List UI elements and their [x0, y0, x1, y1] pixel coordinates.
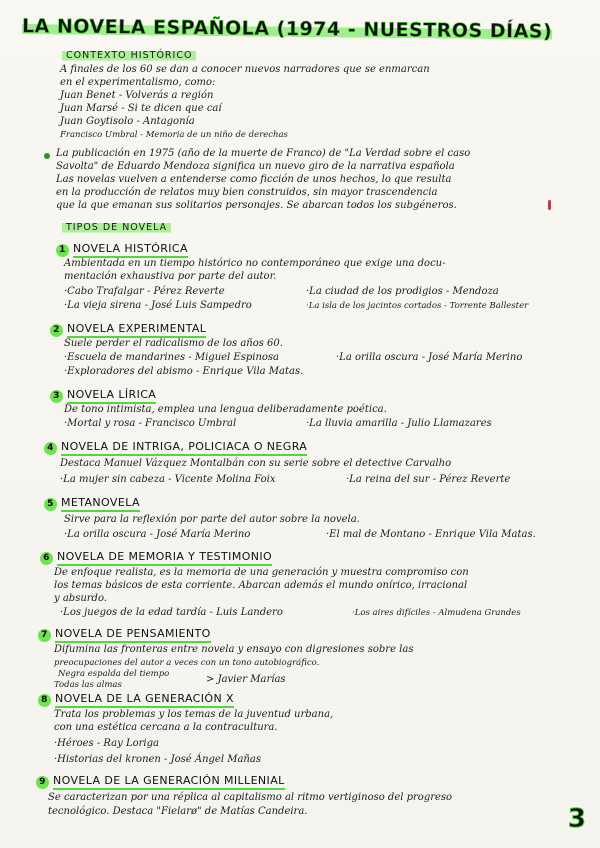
example-item: ·La vieja sirena - José Luis Sampedro	[64, 300, 252, 311]
example-item: ·Cabo Trafalgar - Pérez Reverte	[64, 286, 225, 297]
section-line: Destaca Manuel Vázquez Montalbán con su serie sobre el detective Carvalho	[60, 458, 452, 469]
section-line: Suele perder el radicalismo de los años 60.	[64, 338, 283, 349]
section-line: Difumina las fronteras entre novela y ensayo con digresiones sobre las	[54, 644, 414, 655]
section-line: con una estética cercana a la contracultura.	[54, 722, 278, 733]
example-item: ·La isla de los jacintos cortados - Torrente Ballester	[306, 301, 529, 311]
example-item: ·La orilla oscura - José María Merino	[64, 529, 251, 540]
section-line: mentación exhaustiva por parte del autor.	[64, 271, 277, 282]
context-line: Juan Benet - Volverás a región	[60, 90, 214, 101]
page-number: 3	[567, 804, 586, 834]
section-heading-pensamiento: 7 NOVELA DE PENSAMIENTO	[38, 627, 211, 642]
section-heading-lirica: 3 NOVELA LÍRICA	[50, 388, 156, 403]
section-heading-metanovela: 5 METANOVELA	[44, 496, 140, 511]
context-paragraph-line: La publicación en 1975 (año de la muerte de Franco) de "La Verdad sobre el caso	[56, 148, 471, 159]
section-line: Sirve para la reflexión por parte del autor sobre la novela.	[64, 514, 360, 525]
example-item: ·La ciudad de los prodigios - Mendoza	[306, 286, 499, 297]
page-title: LA NOVELA ESPAÑOLA (1974 - NUESTROS DÍAS)	[21, 15, 553, 43]
example-item: Todas las almas	[54, 680, 122, 690]
section-heading-experimental: 2 NOVELA EXPERIMENTAL	[50, 322, 206, 337]
section-heading-generacion-x: 8 NOVELA DE LA GENERACIÓN X	[38, 692, 234, 707]
example-item: ·El mal de Montano - Enrique Vila Matas.	[326, 529, 536, 540]
context-line: Francisco Umbral - Memoria de un niño de derechas	[60, 130, 288, 140]
example-item: ·Los juegos de la edad tardía - Luis Landero	[60, 607, 283, 618]
example-item: ·La mujer sin cabeza - Vicente Molina Foix	[60, 474, 276, 485]
context-paragraph-line: en la producción de relatos muy bien construidos, sin mayor trascendencia	[56, 187, 438, 198]
section-line: Trata los problemas y los temas de la juventud urbana,	[54, 709, 334, 720]
example-item: ·Mortal y rosa - Francisco Umbral	[64, 418, 237, 429]
section-line: preocupaciones del autor a veces con un tono autobiográfico.	[54, 658, 320, 668]
section-heading-memoria: 6 NOVELA DE MEMORIA Y TESTIMONIO	[40, 550, 272, 565]
example-item: ·Exploradores del abismo - Enrique Vila Matas.	[64, 366, 304, 377]
section-heading-intriga: 4 NOVELA DE INTRIGA, POLICIACA O NEGRA	[44, 440, 307, 455]
example-item: ·La lluvia amarilla - Julio Llamazares	[306, 418, 492, 429]
context-paragraph-line: que la que emanan sus solitarios personajes. Se abarcan todos los subgéneros.	[56, 200, 457, 211]
section-line: De enfoque realista, es la memoria de una generación y muestra compromiso con	[54, 567, 469, 578]
context-paragraph-line: Savolta" de Eduardo Mendoza significa un nuevo giro de la narrativa española	[56, 161, 455, 172]
section-heading-millenial: 9 NOVELA DE LA GENERACIÓN MILLENIAL	[36, 774, 285, 789]
red-mark-icon	[548, 200, 551, 210]
example-item: ·La orilla oscura - José María Merino	[336, 352, 523, 363]
section-line: y absurdo.	[54, 593, 107, 604]
example-item: ·Los aires difíciles - Almudena Grandes	[352, 608, 521, 618]
context-heading: CONTEXTO HISTÓRICO	[62, 50, 196, 61]
example-author: > Javier Marías	[206, 674, 286, 685]
types-heading: TIPOS DE NOVELA	[62, 222, 171, 233]
section-heading-historica: 1 NOVELA HISTÓRICA	[56, 242, 188, 257]
example-item: Negra espalda del tiempo	[58, 669, 170, 679]
section-line: Se caracterizan por una réplica al capitalismo al ritmo vertiginoso del progreso	[48, 792, 453, 803]
section-line: De tono intimista, emplea una lengua deliberadamente poética.	[64, 404, 387, 415]
context-line: A finales de los 60 se dan a conocer nuevos narradores que se enmarcan	[60, 64, 430, 75]
context-line: Juan Goytisolo - Antagonía	[60, 116, 195, 127]
section-line: tecnológico. Destaca "Fielarø" de Matías Candeira.	[48, 806, 308, 817]
context-line: en el experimentalismo, como:	[60, 77, 216, 88]
bullet-icon	[44, 153, 50, 159]
context-paragraph-line: Las novelas vuelven a entenderse como ficción de unos hechos, lo que resulta	[56, 174, 452, 185]
section-line: Ambientada en un tiempo histórico no contemporáneo que exige una docu-	[64, 258, 446, 269]
example-item: ·Escuela de mandarines - Miguel Espinosa	[64, 352, 280, 363]
section-line: los temas básicos de esta corriente. Abarcan además el mundo onírico, irracional	[54, 580, 468, 591]
context-line: Juan Marsé - Si te dicen que caí	[60, 103, 222, 114]
example-item: ·Héroes - Ray Loriga	[54, 738, 159, 749]
example-item: ·La reina del sur - Pérez Reverte	[346, 474, 511, 485]
example-item: ·Historias del kronen - José Ángel Mañas	[54, 754, 261, 765]
